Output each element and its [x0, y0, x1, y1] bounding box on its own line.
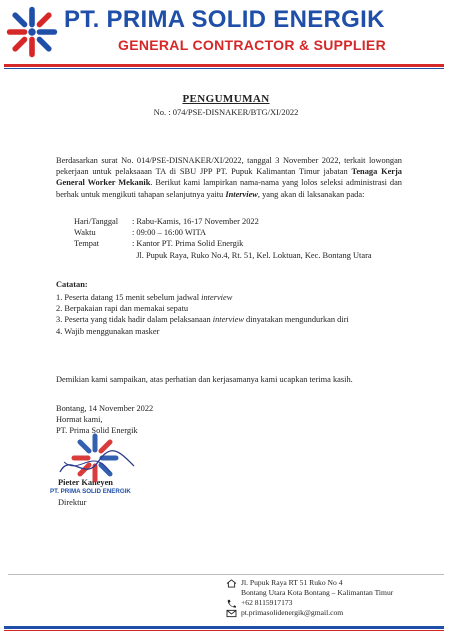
email-icon: [226, 609, 237, 618]
note-text: 3. Peserta yang tidak hadir dalam pelaksanaan: [56, 315, 213, 325]
schedule-value: : Kantor PT. Prima Solid Energik: [132, 239, 244, 249]
schedule-row: [74, 227, 412, 238]
signer-role: Direktur: [58, 498, 87, 507]
document-title: PENGUMUMAN: [182, 93, 270, 105]
schedule-value: : Rabu-Kamis, 16-17 November 2022: [132, 217, 259, 226]
footer-address-line1: Jl. Pupuk Raya RT 51 Ruko No 4: [241, 578, 343, 587]
schedule-label: Waktu: [74, 228, 96, 238]
schedule-label: Tempat: [74, 239, 99, 249]
footer-phone: +62 8115917173: [241, 598, 293, 607]
intro-text-b: . Berikut kami lampirkan nama-nama yang lolos seleksi administrasi dan berhak untuk mengikuti tahapan selanjutnya yaitu: [56, 178, 402, 199]
schedule-label: [74, 250, 132, 261]
intro-text-c: , yang akan di laksanakan pada:: [257, 189, 365, 199]
footer-address-row: [226, 578, 393, 598]
home-icon: [226, 579, 237, 588]
note-item: 2. Berpakaian rapi dan memakai sepatu: [56, 304, 189, 314]
schedule-block: [74, 216, 412, 261]
interview-word: Interview: [225, 189, 258, 199]
schedule-value: Jl. Pupuk Raya, Ruko No.4, Rt. 51, Kel. Loktuan, Kec. Bontang Utara: [132, 250, 372, 260]
footer-contact: [226, 578, 393, 618]
signer-name: Pieter Kaneyen: [58, 478, 113, 487]
note-item: 4. Wajib menggunakan masker: [56, 326, 160, 336]
header-rule: [4, 64, 444, 67]
note-item: [56, 314, 349, 325]
notes-title: Catatan:: [56, 280, 88, 289]
place-date: Bontang, 14 November 2022: [56, 404, 154, 413]
job-title: Tenaga Kerja General Worker Mekanik: [56, 167, 402, 188]
regards: Hormat kami,: [56, 415, 103, 425]
closing-paragraph: Demikian kami sampaikan, atas perhatian dan kerjasamanya kami ucapkan terima kasih.: [56, 375, 353, 384]
header-rule-thin: [4, 68, 444, 69]
schedule-row: [74, 250, 412, 261]
footer-address-line2: Bontang Utara Kota Bontang – Kalimantan Timur: [241, 588, 394, 597]
schedule-value: : 09:00 – 16:00 WITA: [132, 228, 207, 238]
note-item: [56, 292, 349, 303]
footer-email[interactable]: pt.primasolidenergik@gmail.com: [241, 608, 344, 617]
company-tagline: GENERAL CONTRACTOR & SUPPLIER: [118, 37, 386, 53]
footer-bar: [4, 626, 444, 629]
footer-rule: [8, 574, 444, 575]
signer-company: PT. Prima Solid Energik: [56, 426, 138, 436]
footer-bar-thin: [4, 630, 444, 631]
phone-icon: [226, 599, 237, 608]
footer-phone-row: [226, 598, 393, 608]
stamp-text: PT. PRIMA SOLID ENERGIK: [50, 488, 131, 495]
company-stamp-icon: [50, 432, 140, 496]
schedule-label: Hari/Tanggal: [74, 217, 119, 226]
schedule-row: [74, 216, 412, 227]
footer-email-row: [226, 608, 393, 618]
document-number: No. : 074/PSE-DISNAKER/BTG/XI/2022: [153, 107, 299, 117]
note-text: 1. Peserta datang 15 menit sebelum jadwal: [56, 293, 202, 302]
note-text: dinyatakan mengundurkan diri: [243, 315, 349, 325]
note-italic: interview: [201, 293, 233, 302]
intro-paragraph: [56, 155, 402, 200]
company-name: PT. PRIMA SOLID ENERGIK: [64, 6, 385, 33]
notes-list: [56, 292, 349, 337]
company-logo-icon: [4, 4, 60, 60]
note-italic: interview: [212, 315, 244, 325]
schedule-row: [74, 238, 412, 249]
intro-text-a: Berdasarkan surat No. 014/PSE-DISNAKER/XI/2022, tanggal 3 November 2022, terkait lowongan pekerjaan untuk pelaksaaan TA di SBU JPP PT. Pupuk Kalimantan Timur jabatan: [56, 156, 402, 177]
